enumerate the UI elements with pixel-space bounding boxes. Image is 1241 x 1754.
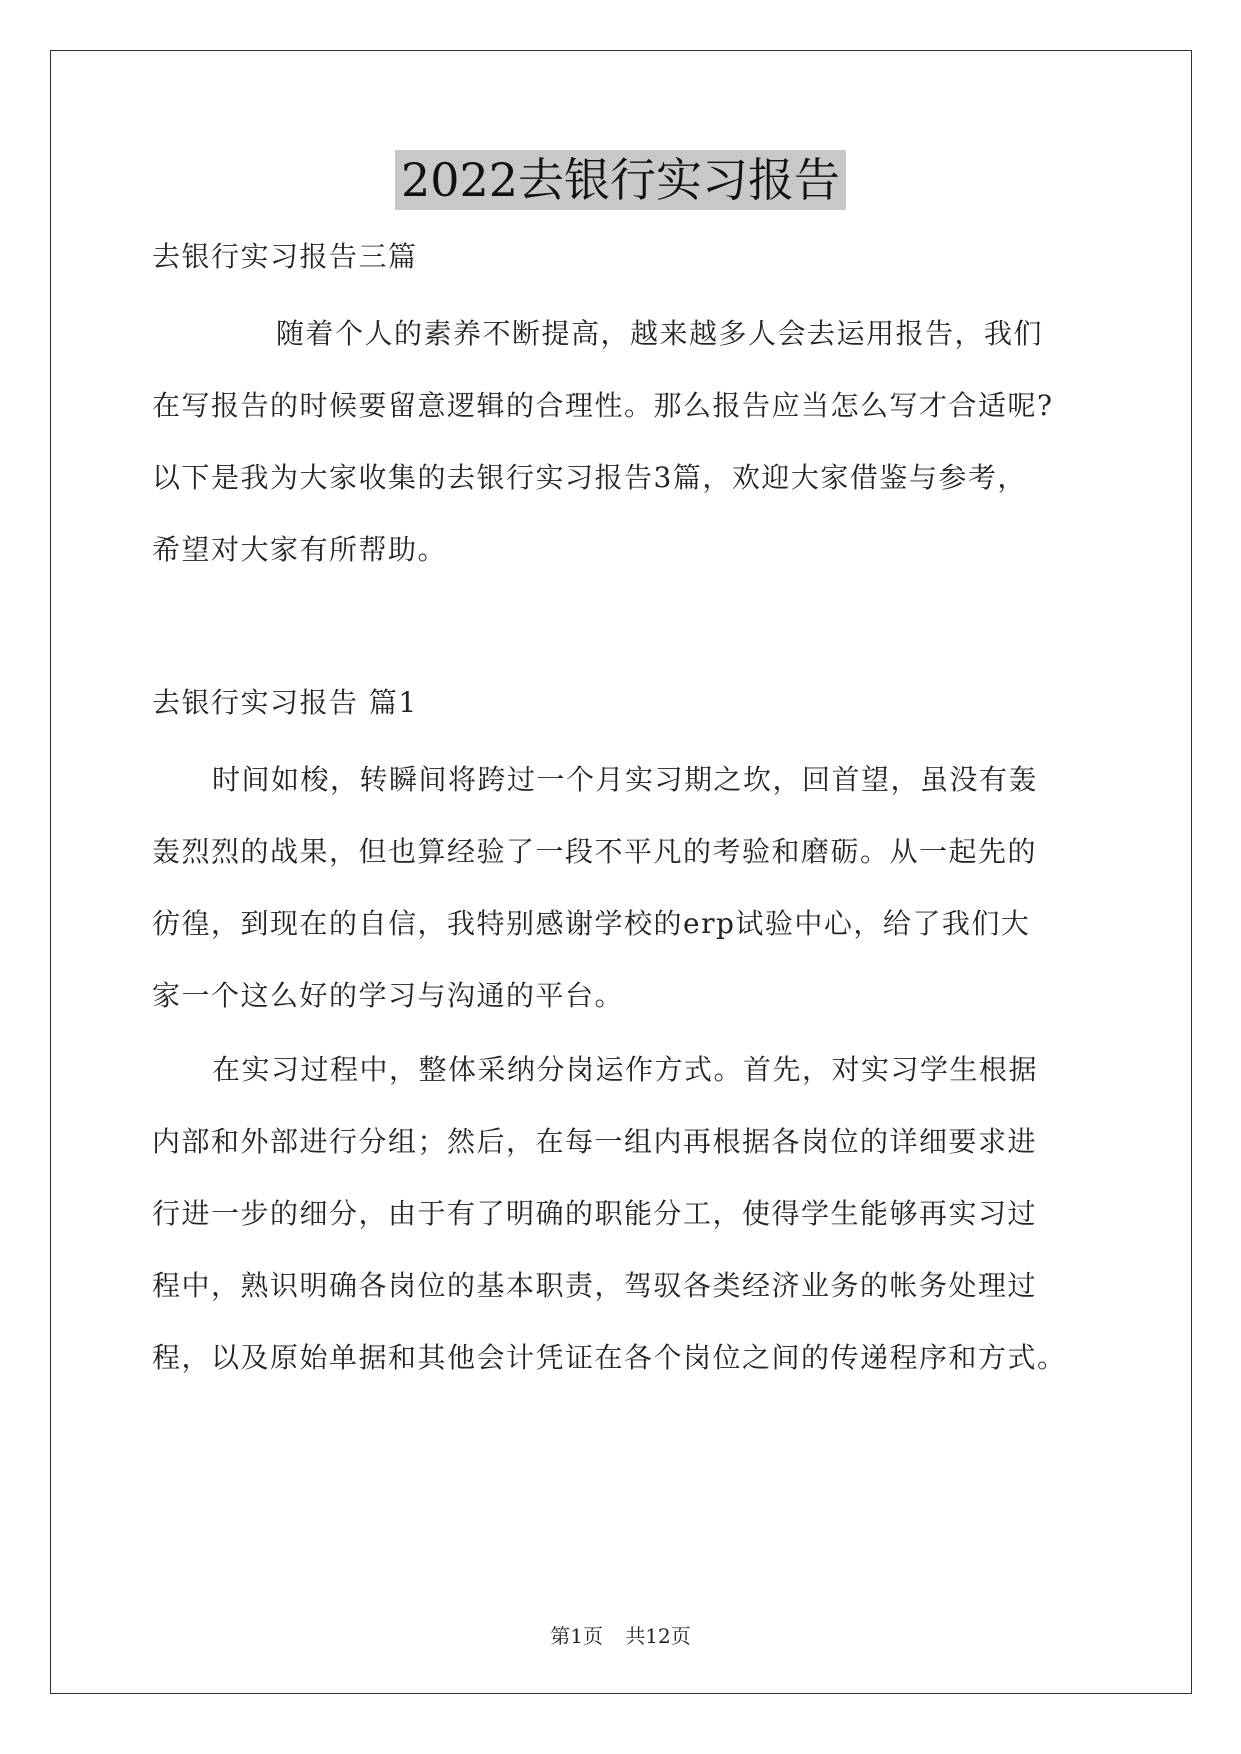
document-title: 2022去银行实习报告 xyxy=(395,150,846,210)
intro-line: 随着个人的素养不断提高，越来越多人会去运用报告，我们 xyxy=(276,317,1044,350)
para2-line: 程，以及原始单据和其他会计凭证在各个岗位之间的传递程序和方式。 xyxy=(152,1341,1067,1374)
title-wrap xyxy=(0,150,1241,210)
para1-line: 轰烈烈的战果，但也算经验了一段不平凡的考验和磨砺。从一起先的 xyxy=(152,835,1038,868)
page-footer xyxy=(0,1620,1241,1649)
para2-line: 在实习过程中，整体采纳分岗运作方式。首先，对实习学生根据 xyxy=(212,1053,1039,1086)
section-heading: 去银行实习报告 篇1 xyxy=(152,686,418,719)
intro-line: 以下是我为大家收集的去银行实习报告3篇，欢迎大家借鉴与参考， xyxy=(152,461,1027,494)
page-total: 共12页 xyxy=(625,1624,691,1648)
intro-line: 希望对大家有所帮助。 xyxy=(152,533,448,566)
page-number: 第1页 xyxy=(550,1624,603,1648)
para1-line: 彷徨，到现在的自信，我特别感谢学校的erp试验中心，给了我们大 xyxy=(152,907,1031,940)
para1-line: 家一个这么好的学习与沟通的平台。 xyxy=(152,979,625,1012)
document-subtitle: 去银行实习报告三篇 xyxy=(152,240,418,273)
intro-line: 在写报告的时候要留意逻辑的合理性。那么报告应当怎么写才合适呢? xyxy=(152,389,1054,422)
para2-line: 行进一步的细分，由于有了明确的职能分工，使得学生能够再实习过 xyxy=(152,1197,1038,1230)
para2-line: 程中，熟识明确各岗位的基本职责，驾驭各类经济业务的帐务处理过 xyxy=(152,1269,1038,1302)
para1-line: 时间如梭，转瞬间将跨过一个月实习期之坎，回首望，虽没有轰 xyxy=(212,763,1039,796)
para2-line: 内部和外部进行分组；然后，在每一组内再根据各岗位的详细要求进 xyxy=(152,1125,1038,1158)
page-border xyxy=(50,50,1192,1694)
